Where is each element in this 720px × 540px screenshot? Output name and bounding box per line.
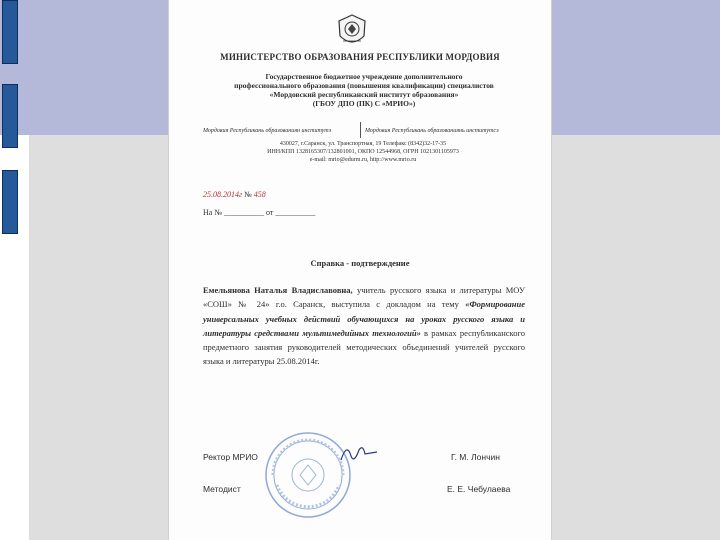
header-right-name: Мордовия Республикань образованиянь институтсэ	[365, 128, 499, 134]
side-tab-3	[2, 170, 18, 234]
scanned-document	[168, 0, 552, 540]
institution-line: (ГБОУ ДПО (ПК) С «МРИО»)	[312, 99, 416, 108]
methodist-label: Методист	[203, 484, 241, 494]
methodist-name: Е. Е. Чебулаева	[447, 484, 511, 494]
rector-label: Ректор МРИО	[203, 452, 258, 462]
address-line: ИНН/КПП 1328165307/132801001, ОКПО 12544968, ОГРН 1021301105973	[267, 149, 459, 155]
reference-line: На № __________ от __________	[203, 208, 316, 217]
document-body	[203, 283, 525, 369]
institution-block	[219, 72, 509, 108]
header-left-name: Мордовия Республикань образованиян институтэ	[203, 128, 332, 134]
body-text-part: в рамках республиканского предметного занятия руководителей методических объединений учителей русского языка и литературы 25.08.2014г.	[203, 327, 525, 367]
report-topic: «Формирование универсальных учебных действий обучающихся на уроках русского языка и литературы средствами мультимедийных технологий»	[203, 299, 525, 338]
signature-icon	[339, 440, 379, 466]
header-divider	[360, 122, 361, 138]
date-line	[203, 190, 266, 199]
institution-line: профессионального образования (повышения квалификации) специалистов	[234, 81, 494, 90]
address-line: 430027, г.Саранск, ул. Транспортная, 19 Телефакс (8342)32-17-35	[279, 141, 447, 147]
document-number: 458	[253, 190, 266, 199]
body-text-part: учитель русского языка и литературы МОУ «СОШ» № 24» г.о. Саранск, выступила с докладом на тему	[203, 285, 525, 310]
rector-name: Г. М. Лончин	[451, 452, 500, 462]
institution-line: Государственное бюджетное учреждение дополнительного	[265, 72, 463, 81]
ministry-heading: МИНИСТЕРСТВО ОБРАЗОВАНИЯ РЕСПУБЛИКИ МОРДОВИЯ	[220, 52, 500, 62]
document-title: Справка - подтверждение	[310, 258, 410, 268]
address-block	[243, 140, 483, 164]
side-tab-1	[2, 0, 18, 64]
side-tab-2	[2, 84, 18, 148]
number-label: №	[244, 190, 252, 199]
institution-line: «Мордовский республиканский институт образования»	[269, 90, 459, 99]
document-date: 25.08.2014г	[203, 190, 243, 199]
person-name: Емельянова Наталья Владиславовна,	[203, 285, 353, 295]
address-line: e-mail: mrio@edurm.ru, http://www.mrio.ru	[309, 157, 417, 163]
emblem-icon	[337, 14, 367, 48]
